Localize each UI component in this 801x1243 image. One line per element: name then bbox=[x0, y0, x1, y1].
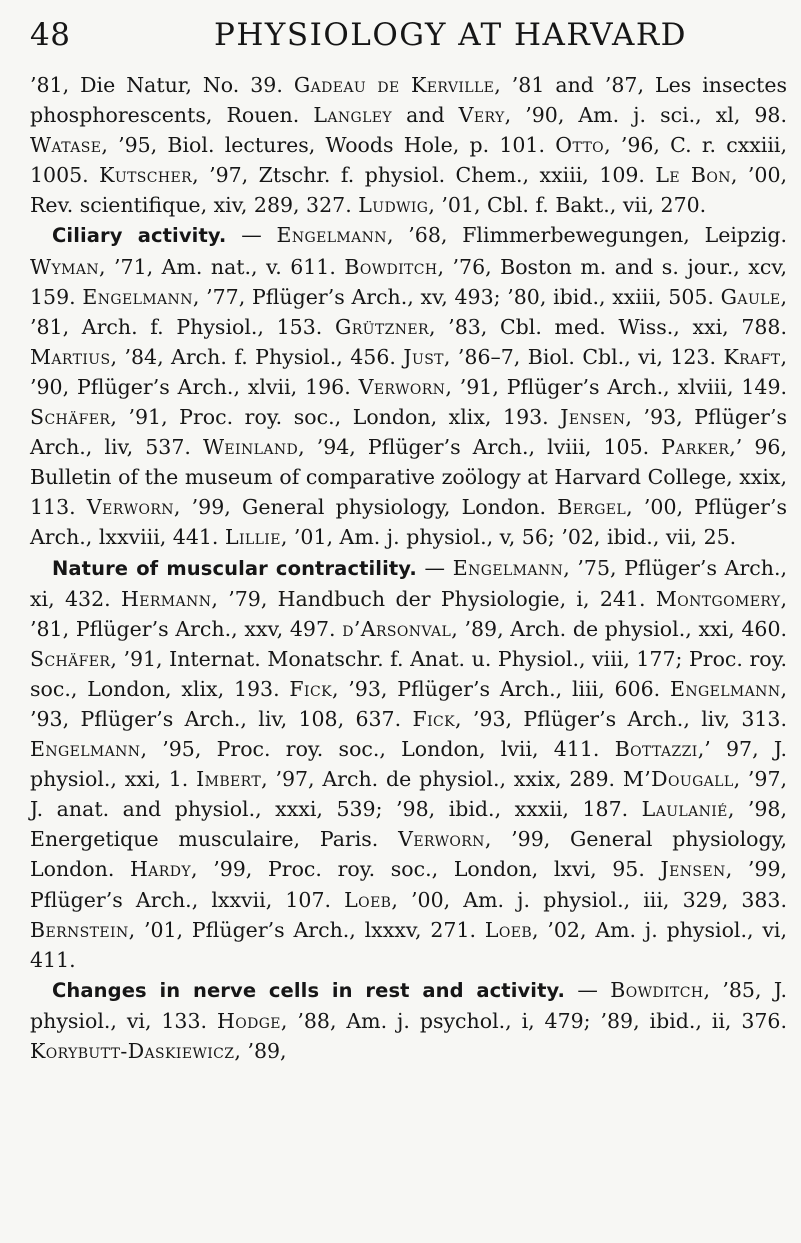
citation-text: , ’91, Proc. roy. soc., London, xlix, 193. bbox=[110, 405, 561, 430]
citation-text: , ’76, Boston m. and s. jour., xcv, 159. bbox=[30, 254, 788, 309]
author-name: Engelmann bbox=[276, 223, 387, 248]
citation-text: , ’94, Pflüger’s Arch., lviii, 105. bbox=[298, 435, 662, 460]
citation-text: , ’98, Energetique musculaire, Paris. bbox=[30, 797, 787, 852]
author-name: Fick bbox=[412, 706, 456, 731]
citation-text: , ’81 and ’87, Les insectes phosphorescents, Rouen. bbox=[30, 73, 787, 128]
author-name: Loeb bbox=[344, 887, 392, 912]
bibliography-paragraph-continued bbox=[30, 70, 787, 220]
citation-text: , ’93, Pflüger’s Arch., liv, 108, 637. bbox=[30, 676, 788, 731]
section-heading: Nature of muscular contractility. bbox=[52, 556, 417, 580]
citation-text: , ’71, Am. nat., v. 611. bbox=[99, 254, 345, 279]
author-name: Montgomery bbox=[655, 586, 781, 611]
author-name: Weinland bbox=[202, 435, 299, 460]
citation-text: , ’91, Internat. Monatschr. f. Anat. u. Physiol., viii, 177; Proc. roy. soc., London, xlix, 193. bbox=[30, 646, 787, 701]
citation-text: , ’68, Flimmerbewegungen, Leipzig. bbox=[386, 223, 787, 248]
author-name: Otto bbox=[555, 133, 605, 158]
citation-text: , ’93, Pflüger’s Arch., liii, 606. bbox=[331, 676, 671, 701]
citation-text: , ’01, Cbl. f. Bakt., vii, 270. bbox=[428, 193, 707, 218]
citation-text: — bbox=[565, 977, 611, 1002]
author-name: Gadeau de Kerville bbox=[293, 73, 495, 97]
author-name: Hermann bbox=[120, 586, 212, 611]
citation-text: , ’79, Handbuch der Physiologie, i, 241. bbox=[211, 586, 656, 611]
author-name: Martius bbox=[30, 344, 111, 369]
author-name: Engelmann bbox=[30, 737, 141, 762]
author-name: Parker bbox=[661, 435, 730, 460]
author-name: Ludwig bbox=[358, 193, 429, 218]
citation-text: , ’00, Pflüger’s Arch., lxxviii, 441. bbox=[30, 495, 787, 550]
author-name: Verworn bbox=[398, 827, 485, 852]
author-name: Loeb bbox=[484, 917, 533, 942]
citation-text: , ’90, Pflüger’s Arch., xlvii, 196. bbox=[30, 344, 787, 399]
author-name: Bernstein bbox=[30, 917, 129, 942]
author-name: Lillie bbox=[224, 525, 281, 550]
citation-text: , ’99, Proc. roy. soc., London, lxvi, 95. bbox=[191, 857, 661, 882]
author-name: Jensen bbox=[660, 857, 726, 882]
citation-text: — bbox=[226, 223, 277, 248]
section-heading: Changes in nerve cells in rest and activity. bbox=[52, 978, 566, 1002]
citation-text: , ’85, J. physiol., vi, 133. bbox=[30, 977, 787, 1033]
citation-text: , ’81, Pflüger’s Arch., xxv, 497. bbox=[30, 586, 787, 641]
author-name: Laulanié bbox=[641, 797, 728, 822]
citation-text: , ’83, Cbl. med. Wiss., xxi, 788. bbox=[428, 314, 787, 339]
author-name: M’Dougall bbox=[622, 767, 734, 792]
citation-text: , ’93, Pflüger’s Arch., liv, 537. bbox=[30, 405, 787, 460]
author-name: Watase bbox=[30, 133, 102, 158]
bibliography-paragraph-muscular-contractility bbox=[30, 553, 787, 975]
author-name: Fick bbox=[289, 676, 332, 701]
author-name: Bowditch bbox=[344, 254, 438, 279]
author-name: Grützner bbox=[334, 314, 429, 339]
author-name: Schäfer bbox=[30, 405, 111, 430]
citation-text: , ’00, Rev. scientifique, xiv, 289, 327. bbox=[30, 163, 788, 218]
citation-text: and bbox=[392, 103, 459, 128]
citation-text: , ’77, Pflüger’s Arch., xv, 493; ’80, ibid., xxiii, 505. bbox=[192, 284, 721, 309]
author-name: Schäfer bbox=[30, 646, 111, 671]
section-heading: Ciliary activity. bbox=[52, 224, 227, 248]
citation-text: ’81, Die Natur, No. 39. bbox=[30, 73, 294, 97]
author-name: Just bbox=[403, 344, 444, 369]
author-name: Wyman bbox=[30, 254, 100, 279]
author-name: Engelmann bbox=[452, 555, 564, 580]
citation-text: , ’88, Am. j. psychol., i, 479; ’89, ibid., ii, 376. bbox=[280, 1008, 787, 1033]
citation-text: , ’95, Proc. roy. soc., London, lvii, 411. bbox=[140, 737, 615, 762]
bibliography-text bbox=[30, 70, 787, 1066]
citation-text: , ’99, General physiology, London. bbox=[30, 827, 787, 882]
author-name: Bottazzi bbox=[614, 737, 698, 762]
citation-text: , ’97, J. anat. and physiol., xxxi, 539; ’98, ibid., xxxii, 187. bbox=[30, 767, 788, 822]
author-name: Verworn bbox=[358, 374, 446, 399]
author-name: Bowditch bbox=[610, 977, 704, 1002]
author-name: Imbert bbox=[196, 767, 262, 792]
author-name: Jensen bbox=[560, 405, 626, 430]
author-name: Bergel bbox=[557, 495, 627, 520]
page-header bbox=[30, 15, 787, 55]
author-name: Verworn bbox=[86, 495, 174, 520]
author-name: Le Bon bbox=[655, 163, 731, 188]
author-name: Hardy bbox=[130, 857, 192, 882]
author-name: Very bbox=[458, 103, 505, 128]
citation-text: , ’75, Pflüger’s Arch., xi, 432. bbox=[30, 555, 787, 611]
citation-text: , ’89, Arch. de physiol., xxi, 460. bbox=[451, 616, 788, 641]
citation-text: , ’90, Am. j. sci., xl, 98. bbox=[504, 103, 787, 128]
running-title: PHYSIOLOGY AT HARVARD bbox=[214, 17, 688, 53]
author-name: Gaule bbox=[720, 284, 781, 309]
author-name: Korybutt-Daskiewicz bbox=[30, 1039, 235, 1063]
author-name: Kutscher bbox=[99, 163, 193, 188]
citation-text: , ’95, Biol. lectures, Woods Hole, p. 101. bbox=[101, 133, 556, 158]
citation-text: ,’ 96, Bulletin of the museum of comparative zoölogy at Harvard College, xxix, 113. bbox=[30, 435, 787, 520]
citation-text: , ’99, General physiology, London. bbox=[173, 495, 558, 520]
bibliography-paragraph-ciliary-activity bbox=[30, 220, 787, 552]
author-name: Hodge bbox=[216, 1008, 281, 1033]
citation-text: , ’01, Pflüger’s Arch., lxxxv, 271. bbox=[128, 917, 485, 942]
author-name: Engelmann bbox=[670, 676, 781, 701]
citation-text: , ’96, C. r. cxxiii, 1005. bbox=[30, 133, 787, 188]
citation-text: , ’00, Am. j. physiol., iii, 329, 383. bbox=[391, 887, 787, 912]
citation-text: ,’ 97, J. physiol., xxi, 1. bbox=[30, 737, 787, 792]
citation-text: , ’81, Arch. f. Physiol., 153. bbox=[30, 284, 787, 339]
citation-text: , ’91, Pflüger’s Arch., xlviii, 149. bbox=[445, 374, 787, 399]
citation-text: , ’93, Pflüger’s Arch., liv, 313. bbox=[455, 706, 787, 731]
citation-text: , ’99, Pflüger’s Arch., lxxvii, 107. bbox=[30, 857, 788, 912]
citation-text: , ’86–7, Biol. Cbl., vi, 123. bbox=[443, 344, 724, 369]
citation-text: , ’84, Arch. f. Physiol., 456. bbox=[110, 344, 404, 369]
citation-text: — bbox=[416, 555, 453, 580]
citation-text: , ’02, Am. j. physiol., vi, 411. bbox=[30, 917, 787, 972]
citation-text: , ’01, Am. j. physiol., v, 56; ’02, ibid., vii, 25. bbox=[280, 525, 737, 550]
bibliography-paragraph-nerve-cells bbox=[30, 975, 787, 1066]
citation-text: , ’89, bbox=[234, 1039, 287, 1063]
citation-text: , ’97, Arch. de physiol., xxix, 289. bbox=[261, 767, 623, 792]
author-name: Langley bbox=[313, 103, 393, 128]
author-name: d’Arsonval bbox=[342, 616, 452, 641]
author-name: Engelmann bbox=[82, 284, 193, 309]
citation-text: , ’97, Ztschr. f. physiol. Chem., xxiii, 109. bbox=[192, 163, 656, 188]
author-name: Kraft bbox=[723, 344, 781, 369]
page-number: 48 bbox=[30, 17, 71, 53]
